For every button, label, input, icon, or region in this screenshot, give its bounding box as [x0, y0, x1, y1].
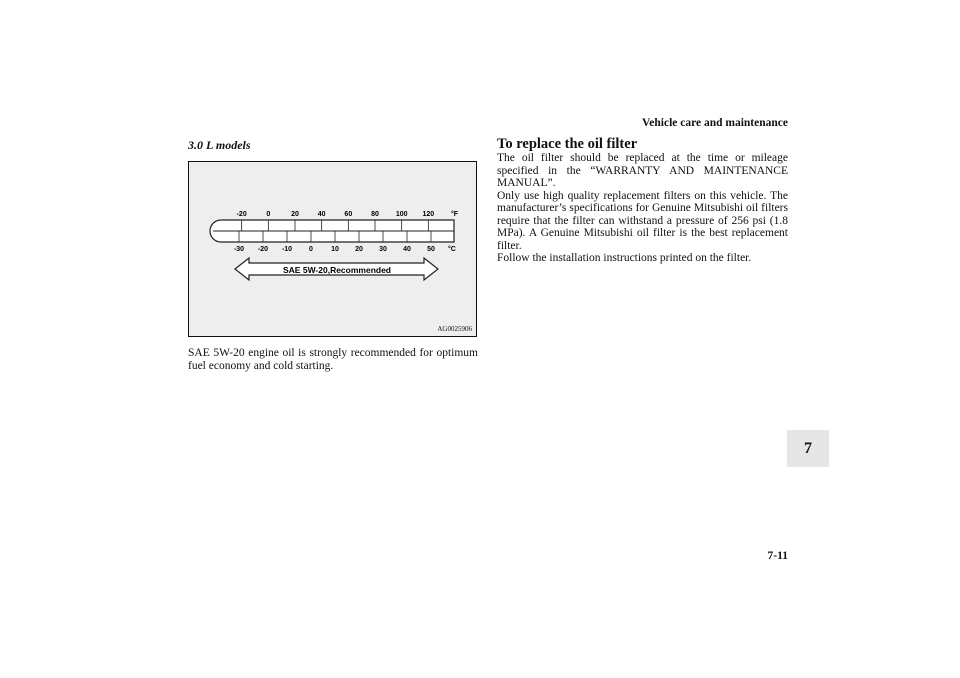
- oil-viscosity-figure: [188, 161, 477, 337]
- fahrenheit-tick-label: 0: [266, 211, 271, 218]
- fahrenheit-tick-label: 60: [344, 211, 353, 218]
- fahrenheit-tick-label: 20: [291, 211, 299, 218]
- celsius-tick-label: 40: [403, 246, 411, 253]
- celsius-tick-label: -10: [281, 246, 293, 253]
- fahrenheit-tick-label: 120: [422, 211, 435, 218]
- celsius-tick-label: -30: [233, 246, 245, 253]
- oil-recommendation-text: SAE 5W-20 engine oil is strongly recommended for optimum fuel economy and cold starting.: [188, 347, 478, 372]
- paragraph-3: Follow the installation instructions printed on the filter.: [497, 252, 752, 264]
- fahrenheit-tick-label: 80: [371, 211, 379, 218]
- celsius-tick-label: 30: [379, 246, 387, 253]
- celsius-tick-label: 10: [331, 246, 339, 253]
- celsius-tick-label: -20: [257, 246, 269, 253]
- left-column: [188, 137, 478, 372]
- section-title: To replace the oil filter: [497, 136, 638, 152]
- running-header: Vehicle care and maintenance: [642, 117, 788, 129]
- chapter-tab: 7: [787, 430, 829, 467]
- paragraph-1: The oil filter should be replaced at the time or mileage specified in the “WARRANTY AND MAINTENANCE MANUAL”.: [497, 152, 788, 189]
- fahrenheit-unit: °F: [451, 211, 459, 218]
- paragraph-2: Only use high quality replacement filters on this vehicle. The manufacturer’s specifications for Genuine Mitsubishi oil filters require that the filter can withstand a pressure of 256 psi (1.8 MPa). A Genuine Mitsubishi oil filter is the best replacement filter.: [497, 189, 788, 252]
- figure-code: AG0025906: [437, 325, 472, 333]
- page-number: 7-11: [767, 550, 788, 562]
- range-label: SAE 5W-20,Recommended: [283, 265, 391, 275]
- thermometer-chart: [189, 162, 476, 336]
- celsius-unit: °C: [448, 246, 456, 253]
- fahrenheit-tick-label: -20: [236, 211, 247, 218]
- celsius-tick-label: 0: [309, 246, 313, 253]
- right-column: [497, 136, 788, 265]
- celsius-tick-label: 50: [427, 246, 435, 253]
- fahrenheit-tick-label: 40: [317, 211, 326, 218]
- celsius-tick-label: 20: [355, 246, 363, 253]
- models-subheading: 3.0 L models: [188, 138, 251, 152]
- fahrenheit-tick-label: 100: [395, 211, 408, 218]
